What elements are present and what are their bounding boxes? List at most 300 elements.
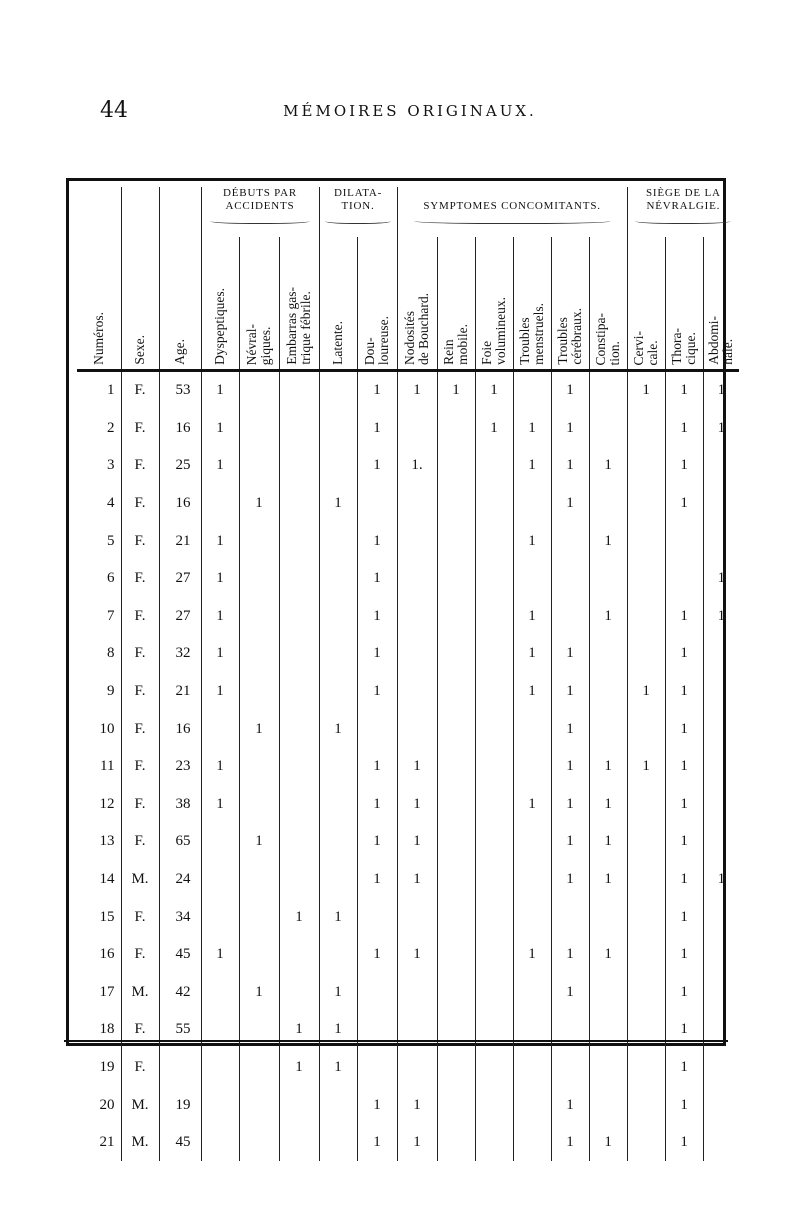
- mark-cell: 1: [703, 861, 739, 899]
- column-header: [279, 237, 319, 371]
- row-number-cell: 2: [107, 419, 115, 436]
- sex-cell: F.: [121, 786, 159, 824]
- running-title: MÉMOIRES ORIGINAUX.: [283, 102, 537, 120]
- mark-cell: 1: [279, 898, 319, 936]
- mark-cell: 1: [239, 974, 279, 1012]
- age-cell: 16: [159, 710, 201, 748]
- mark-cell: [551, 898, 589, 936]
- mark-cell: 1: [357, 748, 397, 786]
- table-row: [77, 823, 739, 861]
- mark-cell: [627, 598, 665, 636]
- mark-cell: [201, 898, 239, 936]
- mark-cell: [279, 1124, 319, 1162]
- mark-cell: 1: [239, 823, 279, 861]
- age-cell: 34: [159, 898, 201, 936]
- mark-cell: 1: [513, 786, 551, 824]
- table-body: [77, 371, 739, 1162]
- mark-cell: [513, 485, 551, 523]
- mark-cell: [357, 710, 397, 748]
- row-number-cell: 9: [107, 683, 115, 700]
- mark-cell: 1: [665, 898, 703, 936]
- mark-cell: [279, 447, 319, 485]
- mark-cell: [279, 936, 319, 974]
- column-header: [551, 237, 589, 371]
- mark-cell: 1: [665, 936, 703, 974]
- age-cell: 42: [159, 974, 201, 1012]
- mark-cell: [201, 974, 239, 1012]
- row-number-cell: 20: [99, 1096, 115, 1113]
- column-header-label: Embarras gas- trique fébrile.: [284, 287, 314, 365]
- mark-cell: [201, 1049, 239, 1087]
- sex-cell: F.: [121, 710, 159, 748]
- table-row: [77, 861, 739, 899]
- age-cell: 16: [159, 410, 201, 448]
- mark-cell: [319, 371, 357, 410]
- mark-cell: [513, 710, 551, 748]
- table-row: [77, 447, 739, 485]
- age-cell: 32: [159, 635, 201, 673]
- sex-cell: M.: [121, 974, 159, 1012]
- mark-cell: [475, 1049, 513, 1087]
- mark-cell: 1.: [397, 447, 437, 485]
- table-row: [77, 673, 739, 711]
- mark-cell: [589, 673, 627, 711]
- mark-cell: [239, 1049, 279, 1087]
- mark-cell: 1: [665, 974, 703, 1012]
- age-cell: 45: [159, 936, 201, 974]
- group-header-row: [77, 187, 739, 237]
- mark-cell: 1: [513, 447, 551, 485]
- group-empty-cell: [159, 187, 201, 237]
- mark-cell: [279, 710, 319, 748]
- mark-cell: 1: [201, 447, 239, 485]
- mark-cell: [397, 598, 437, 636]
- mark-cell: 1: [357, 936, 397, 974]
- brace-mark: [414, 217, 611, 224]
- mark-cell: 1: [589, 522, 627, 560]
- mark-cell: 1: [589, 823, 627, 861]
- mark-cell: [627, 560, 665, 598]
- mark-cell: [437, 1011, 475, 1049]
- column-header: [77, 237, 121, 371]
- mark-cell: 1: [665, 1049, 703, 1087]
- brace-mark: [635, 217, 731, 224]
- sex-cell: F.: [121, 936, 159, 974]
- mark-cell: [665, 560, 703, 598]
- mark-cell: [475, 673, 513, 711]
- mark-cell: [703, 974, 739, 1012]
- mark-cell: [551, 1049, 589, 1087]
- mark-cell: [589, 1086, 627, 1124]
- mark-cell: 1: [703, 560, 739, 598]
- sex-cell: F.: [121, 522, 159, 560]
- mark-cell: [627, 823, 665, 861]
- column-header-label: Latente.: [330, 321, 346, 365]
- group-symptomes: [397, 187, 627, 237]
- mark-cell: 1: [513, 635, 551, 673]
- group-siege-label: SIÈGE DE LA NÉVRALGIE.: [645, 187, 721, 212]
- mark-cell: [513, 560, 551, 598]
- age-cell: 23: [159, 748, 201, 786]
- mark-cell: [397, 485, 437, 523]
- table-row: [77, 1011, 739, 1049]
- mark-cell: 1: [239, 485, 279, 523]
- mark-cell: 1: [201, 635, 239, 673]
- mark-cell: [239, 447, 279, 485]
- table-row: [77, 560, 739, 598]
- mark-cell: 1: [703, 371, 739, 410]
- mark-cell: 1: [665, 598, 703, 636]
- mark-cell: [703, 748, 739, 786]
- column-header-label: Abdomi- nale.: [706, 316, 736, 365]
- column-header: [475, 237, 513, 371]
- mark-cell: [319, 447, 357, 485]
- table-row: [77, 410, 739, 448]
- mark-cell: 1: [513, 673, 551, 711]
- mark-cell: 1: [397, 748, 437, 786]
- mark-cell: 1: [551, 1124, 589, 1162]
- mark-cell: [201, 1011, 239, 1049]
- sex-cell: M.: [121, 861, 159, 899]
- table-row: [77, 371, 739, 410]
- mark-cell: [475, 1124, 513, 1162]
- mark-cell: [357, 974, 397, 1012]
- mark-cell: [589, 560, 627, 598]
- sex-cell: F.: [121, 673, 159, 711]
- mark-cell: 1: [201, 371, 239, 410]
- column-header: [159, 237, 201, 371]
- mark-cell: 1: [665, 710, 703, 748]
- sex-cell: F.: [121, 1011, 159, 1049]
- mark-cell: [627, 410, 665, 448]
- mark-cell: [513, 974, 551, 1012]
- mark-cell: [475, 598, 513, 636]
- mark-cell: 1: [279, 1049, 319, 1087]
- mark-cell: [357, 898, 397, 936]
- mark-cell: [475, 786, 513, 824]
- group-empty-cell: [121, 187, 159, 237]
- row-number-cell: 15: [99, 908, 115, 925]
- mark-cell: [397, 710, 437, 748]
- bottom-rule: [64, 1040, 728, 1042]
- mark-cell: 1: [319, 485, 357, 523]
- mark-cell: [397, 1049, 437, 1087]
- mark-cell: [475, 823, 513, 861]
- mark-cell: [437, 635, 475, 673]
- mark-cell: 1: [665, 371, 703, 410]
- mark-cell: [319, 410, 357, 448]
- mark-cell: 1: [665, 447, 703, 485]
- sex-cell: F.: [121, 447, 159, 485]
- page-number: 44: [100, 98, 128, 123]
- mark-cell: [437, 485, 475, 523]
- mark-cell: [319, 635, 357, 673]
- mark-cell: [239, 898, 279, 936]
- mark-cell: 1: [319, 1049, 357, 1087]
- sex-cell: F.: [121, 598, 159, 636]
- mark-cell: 1: [551, 673, 589, 711]
- age-cell: 27: [159, 560, 201, 598]
- data-table: [77, 187, 739, 1161]
- age-cell: 55: [159, 1011, 201, 1049]
- mark-cell: [627, 1011, 665, 1049]
- mark-cell: 1: [589, 861, 627, 899]
- mark-cell: [627, 522, 665, 560]
- mark-cell: 1: [551, 823, 589, 861]
- mark-cell: 1: [239, 710, 279, 748]
- mark-cell: [437, 748, 475, 786]
- mark-cell: [475, 635, 513, 673]
- mark-cell: [279, 598, 319, 636]
- mark-cell: [319, 936, 357, 974]
- mark-cell: 1: [703, 410, 739, 448]
- mark-cell: [551, 522, 589, 560]
- table-row: [77, 974, 739, 1012]
- mark-cell: 1: [357, 522, 397, 560]
- mark-cell: [357, 1011, 397, 1049]
- sex-cell: F.: [121, 371, 159, 410]
- mark-cell: [397, 1011, 437, 1049]
- mark-cell: [397, 635, 437, 673]
- column-header: [201, 237, 239, 371]
- mark-cell: 1: [357, 635, 397, 673]
- row-number-cell: 13: [99, 833, 115, 850]
- mark-cell: 1: [357, 786, 397, 824]
- mark-cell: 1: [475, 371, 513, 410]
- mark-cell: 1: [201, 673, 239, 711]
- mark-cell: 1: [703, 598, 739, 636]
- mark-cell: [513, 861, 551, 899]
- age-cell: 53: [159, 371, 201, 410]
- mark-cell: 1: [589, 936, 627, 974]
- row-number-cell: 21: [99, 1134, 115, 1151]
- mark-cell: [319, 522, 357, 560]
- mark-cell: [437, 1124, 475, 1162]
- table-row: [77, 748, 739, 786]
- column-header: [357, 237, 397, 371]
- mark-cell: 1: [357, 1124, 397, 1162]
- mark-cell: [239, 598, 279, 636]
- column-header-label: Rein mobile.: [441, 324, 471, 365]
- mark-cell: [703, 710, 739, 748]
- sex-cell: M.: [121, 1086, 159, 1124]
- mark-cell: [475, 898, 513, 936]
- sex-cell: M.: [121, 1124, 159, 1162]
- mark-cell: [703, 485, 739, 523]
- mark-cell: 1: [397, 861, 437, 899]
- mark-cell: [279, 560, 319, 598]
- row-number-cell: 8: [107, 645, 115, 662]
- mark-cell: 1: [665, 823, 703, 861]
- mark-cell: [513, 1049, 551, 1087]
- mark-cell: 1: [551, 974, 589, 1012]
- column-header-label: Dyspeptiques.: [212, 288, 227, 365]
- table-row: [77, 936, 739, 974]
- mark-cell: [239, 861, 279, 899]
- mark-cell: [437, 861, 475, 899]
- mark-cell: [239, 1011, 279, 1049]
- mark-cell: [319, 861, 357, 899]
- mark-cell: 1: [201, 598, 239, 636]
- mark-cell: 1: [319, 1011, 357, 1049]
- column-header: [437, 237, 475, 371]
- mark-cell: [627, 786, 665, 824]
- mark-cell: [397, 410, 437, 448]
- mark-cell: 1: [357, 598, 397, 636]
- column-header-label: Nodosités de Bouchard.: [402, 293, 432, 365]
- sex-cell: F.: [121, 748, 159, 786]
- column-header-label: Cervi- cale.: [631, 330, 661, 365]
- mark-cell: [319, 786, 357, 824]
- table-row: [77, 786, 739, 824]
- table-row: [77, 710, 739, 748]
- group-dilatation-label: DILATA-TION.: [333, 187, 383, 212]
- row-number-cell: 11: [100, 758, 115, 775]
- mark-cell: [239, 786, 279, 824]
- age-cell: 21: [159, 673, 201, 711]
- sex-cell: F.: [121, 898, 159, 936]
- mark-cell: [703, 447, 739, 485]
- mark-cell: [513, 1086, 551, 1124]
- column-header: [513, 237, 551, 371]
- group-siege: [627, 187, 739, 237]
- row-number-cell: 18: [99, 1021, 115, 1038]
- mark-cell: 1: [551, 1086, 589, 1124]
- mark-cell: 1: [551, 936, 589, 974]
- column-header: [589, 237, 627, 371]
- mark-cell: [589, 898, 627, 936]
- page-header: [100, 98, 720, 122]
- age-cell: 24: [159, 861, 201, 899]
- mark-cell: 1: [513, 936, 551, 974]
- row-number-cell: 10: [99, 720, 115, 737]
- mark-cell: 1: [357, 560, 397, 598]
- row-number-cell: 4: [107, 495, 115, 512]
- sex-cell: F.: [121, 410, 159, 448]
- mark-cell: 1: [665, 485, 703, 523]
- row-number-cell: 6: [107, 570, 115, 587]
- mark-cell: 1: [279, 1011, 319, 1049]
- mark-cell: [279, 410, 319, 448]
- table-row: [77, 1124, 739, 1162]
- mark-cell: 1: [201, 522, 239, 560]
- mark-cell: 1: [665, 1124, 703, 1162]
- mark-cell: [551, 560, 589, 598]
- mark-cell: [589, 974, 627, 1012]
- mark-cell: [627, 485, 665, 523]
- row-number-cell: 19: [99, 1058, 115, 1075]
- table-row: [77, 485, 739, 523]
- mark-cell: [665, 522, 703, 560]
- mark-cell: 1: [551, 710, 589, 748]
- mark-cell: 1: [513, 598, 551, 636]
- sex-cell: F.: [121, 560, 159, 598]
- mark-cell: [437, 710, 475, 748]
- mark-cell: [475, 974, 513, 1012]
- mark-cell: 1: [551, 748, 589, 786]
- mark-cell: [437, 1049, 475, 1087]
- group-dilatation: [319, 187, 397, 237]
- mark-cell: [397, 898, 437, 936]
- column-header-label: Foie volumineux.: [479, 297, 509, 365]
- row-number-cell: 12: [99, 795, 115, 812]
- mark-cell: [437, 823, 475, 861]
- mark-cell: [551, 598, 589, 636]
- mark-cell: 1: [397, 786, 437, 824]
- mark-cell: 1: [665, 673, 703, 711]
- mark-cell: 1: [357, 410, 397, 448]
- mark-cell: [239, 748, 279, 786]
- mark-cell: [201, 1124, 239, 1162]
- mark-cell: [319, 823, 357, 861]
- mark-cell: [475, 1011, 513, 1049]
- column-header-label: Age.: [172, 339, 187, 365]
- mark-cell: [397, 560, 437, 598]
- mark-cell: [703, 673, 739, 711]
- mark-cell: [513, 1124, 551, 1162]
- group-symptomes-label: SYMPTOMES CONCOMITANTS.: [423, 200, 601, 212]
- column-header: [627, 237, 665, 371]
- column-header-label: Thora- cique.: [669, 328, 699, 365]
- mark-cell: 1: [397, 371, 437, 410]
- mark-cell: 1: [665, 786, 703, 824]
- mark-cell: 1: [437, 371, 475, 410]
- column-header: [665, 237, 703, 371]
- mark-cell: [279, 861, 319, 899]
- mark-cell: 1: [665, 635, 703, 673]
- mark-cell: [279, 974, 319, 1012]
- table-row: [77, 635, 739, 673]
- mark-cell: 1: [551, 861, 589, 899]
- mark-cell: 1: [357, 447, 397, 485]
- mark-cell: [319, 1124, 357, 1162]
- mark-cell: [239, 371, 279, 410]
- mark-cell: 1: [665, 1086, 703, 1124]
- mark-cell: 1: [589, 1124, 627, 1162]
- mark-cell: [703, 1049, 739, 1087]
- mark-cell: [475, 560, 513, 598]
- sex-cell: F.: [121, 485, 159, 523]
- mark-cell: [201, 485, 239, 523]
- mark-cell: 1: [319, 974, 357, 1012]
- mark-cell: [437, 974, 475, 1012]
- column-header-label: Troubles cérébraux.: [555, 308, 585, 365]
- mark-cell: [475, 748, 513, 786]
- mark-cell: [475, 522, 513, 560]
- age-cell: 21: [159, 522, 201, 560]
- age-cell: 38: [159, 786, 201, 824]
- mark-cell: [279, 371, 319, 410]
- mark-cell: [703, 1124, 739, 1162]
- mark-cell: 1: [201, 748, 239, 786]
- mark-cell: 1: [551, 786, 589, 824]
- age-cell: 19: [159, 1086, 201, 1124]
- row-number-cell: 7: [107, 607, 115, 624]
- sex-cell: F.: [121, 823, 159, 861]
- mark-cell: [201, 861, 239, 899]
- sex-cell: F.: [121, 635, 159, 673]
- mark-cell: [703, 1011, 739, 1049]
- mark-cell: [703, 936, 739, 974]
- mark-cell: [201, 823, 239, 861]
- mark-cell: [475, 1086, 513, 1124]
- group-empty-cell: [77, 187, 121, 237]
- mark-cell: [589, 410, 627, 448]
- mark-cell: [239, 1086, 279, 1124]
- mark-cell: [589, 710, 627, 748]
- mark-cell: [475, 936, 513, 974]
- mark-cell: [319, 673, 357, 711]
